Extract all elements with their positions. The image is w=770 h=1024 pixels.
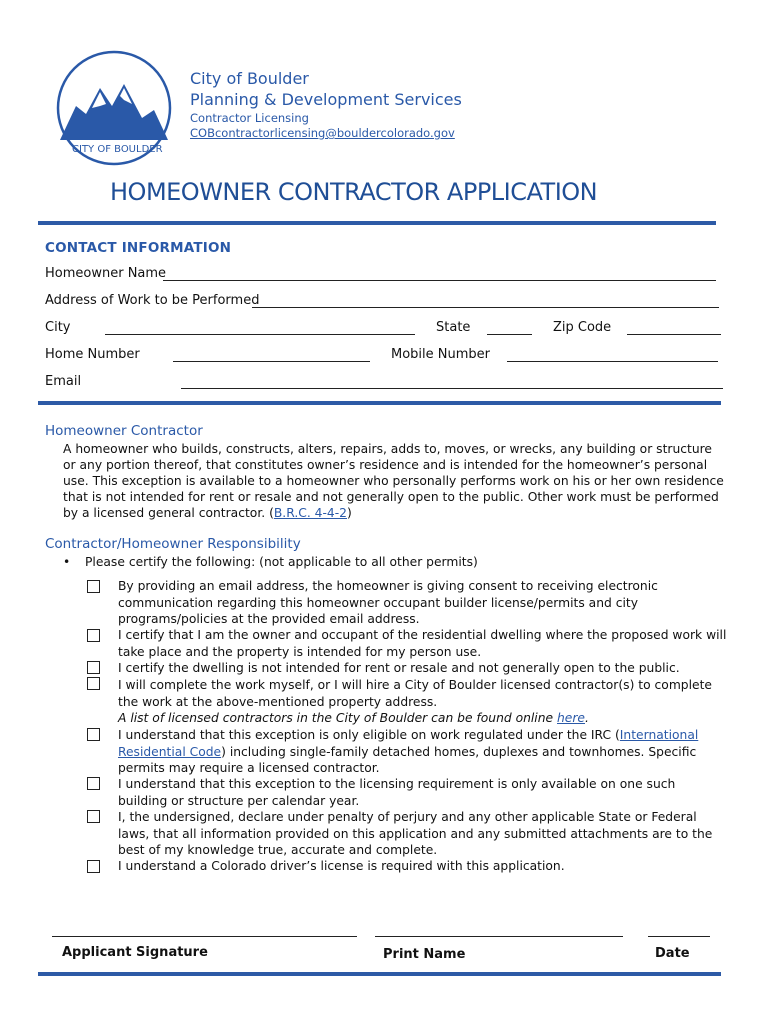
contact-email-link[interactable]: COBcontractorlicensing@bouldercolorado.gov (190, 126, 455, 140)
email-label: Email (45, 374, 82, 389)
checkbox-email-consent[interactable] (87, 580, 100, 593)
logo-text: CITY OF BOULDER (72, 144, 163, 155)
checkbox-perjury[interactable] (87, 810, 100, 823)
item-email-consent: By providing an email address, the homeowner is giving consent to receiving electronic communication regarding this homeowner occupant builder license/permits and city programs/policies at the provided email address. (118, 579, 658, 626)
checkbox-drivers-license[interactable] (87, 860, 100, 873)
homeowner-name-label: Homeowner Name (45, 266, 167, 281)
homeowner-name-field[interactable] (163, 280, 716, 281)
address-label: Address of Work to be Performed (45, 293, 260, 308)
checkbox-one-per-year[interactable] (87, 777, 100, 790)
licensed-list-note (118, 710, 728, 727)
checkbox-not-for-rent[interactable] (87, 661, 100, 674)
state-field[interactable] (487, 334, 532, 335)
homeowner-contractor-heading: Homeowner Contractor (45, 423, 203, 439)
item-irc-eligible (118, 727, 728, 777)
city-field[interactable] (105, 334, 415, 335)
applicant-signature-field[interactable] (52, 936, 357, 937)
print-name-field[interactable] (375, 936, 623, 937)
bullet-icon: • (63, 555, 71, 569)
item-complete-work (118, 677, 728, 727)
definition-text: A homeowner who builds, constructs, alters, repairs, adds to, moves, or wrecks, any building or structure or any portion thereof, that constitutes owner’s residence and is intended for the homeowner’s personal use. This exception is available to a homeowner who personally performs work on his or her own residence that is not intended for rent or resale and not generally open to the public. Other work must be performed by a licensed general contractor. ( (63, 442, 724, 520)
city-label: City (45, 320, 71, 335)
date-label: Date (655, 946, 690, 961)
contact-heading: CONTACT INFORMATION (45, 240, 232, 256)
org-name: City of Boulder (190, 69, 309, 88)
org-block (190, 68, 462, 110)
certify-bullet (63, 554, 478, 570)
irc-text-end: ) including single-family detached homes, duplexes and townhomes. Specific permits may require a licensed contractor. (118, 744, 697, 775)
contact-divider (38, 401, 721, 405)
item-one-per-year: I understand that this exception to the licensing requirement is only available on one such building or structure per calendar year. (118, 777, 676, 808)
org-department: Planning & Development Services (190, 90, 462, 109)
item-drivers-license: I understand a Colorado driver’s license is required with this application. (118, 859, 565, 873)
licensed-list-end: . (584, 711, 589, 725)
checkbox-irc-eligible[interactable] (87, 728, 100, 741)
licensed-list-text: A list of licensed contractors in the City of Boulder can be found online (118, 711, 557, 725)
certify-bullet-text: Please certify the following: (not applicable to all other permits) (85, 555, 478, 569)
definition-text-end: ) (346, 506, 352, 520)
contact-block (190, 111, 455, 141)
item-complete-work-text: I will complete the work myself, or I will hire a City of Boulder licensed contractor(s) to complete the work at the above-mentioned property address. (118, 678, 712, 709)
title-divider (38, 221, 716, 225)
dept-name: Contractor Licensing (190, 111, 309, 125)
irc-text: I understand that this exception is only eligible on work regulated under the IRC ( (118, 728, 620, 742)
home-number-field[interactable] (173, 361, 370, 362)
city-logo (42, 48, 182, 168)
date-field[interactable] (648, 936, 710, 937)
checkbox-complete-work[interactable] (87, 677, 100, 690)
applicant-signature-label: Applicant Signature (62, 945, 208, 960)
home-number-label: Home Number (45, 347, 140, 362)
item-owner-occupant: I certify that I am the owner and occupant of the residential dwelling where the proposed work will take place and the property is intended for my person use. (118, 628, 727, 659)
homeowner-contractor-text (63, 441, 728, 521)
address-field[interactable] (252, 307, 719, 308)
item-perjury: I, the undersigned, declare under penalty of perjury and any other applicable State or Federal laws, that all information provided on this application and any submitted attachments are to the best of my knowledge true, accurate and complete. (118, 810, 713, 857)
state-label: State (436, 320, 471, 335)
here-link[interactable]: here (557, 711, 585, 725)
print-name-label: Print Name (383, 947, 466, 962)
mobile-number-field[interactable] (507, 361, 718, 362)
checkbox-owner-occupant[interactable] (87, 629, 100, 642)
zip-field[interactable] (627, 334, 721, 335)
responsibility-heading: Contractor/Homeowner Responsibility (45, 536, 301, 552)
email-field[interactable] (181, 388, 723, 389)
irc-link[interactable]: International Residential Code (118, 728, 699, 759)
zip-label: Zip Code (553, 320, 612, 335)
footer-divider (38, 972, 721, 976)
brc-link[interactable]: B.R.C. 4-4-2 (273, 506, 347, 520)
page-title: HOMEOWNER CONTRACTOR APPLICATION (110, 178, 598, 206)
item-not-for-rent: I certify the dwelling is not intended for rent or resale and not generally open to the public. (118, 661, 680, 675)
mobile-number-label: Mobile Number (391, 347, 490, 362)
